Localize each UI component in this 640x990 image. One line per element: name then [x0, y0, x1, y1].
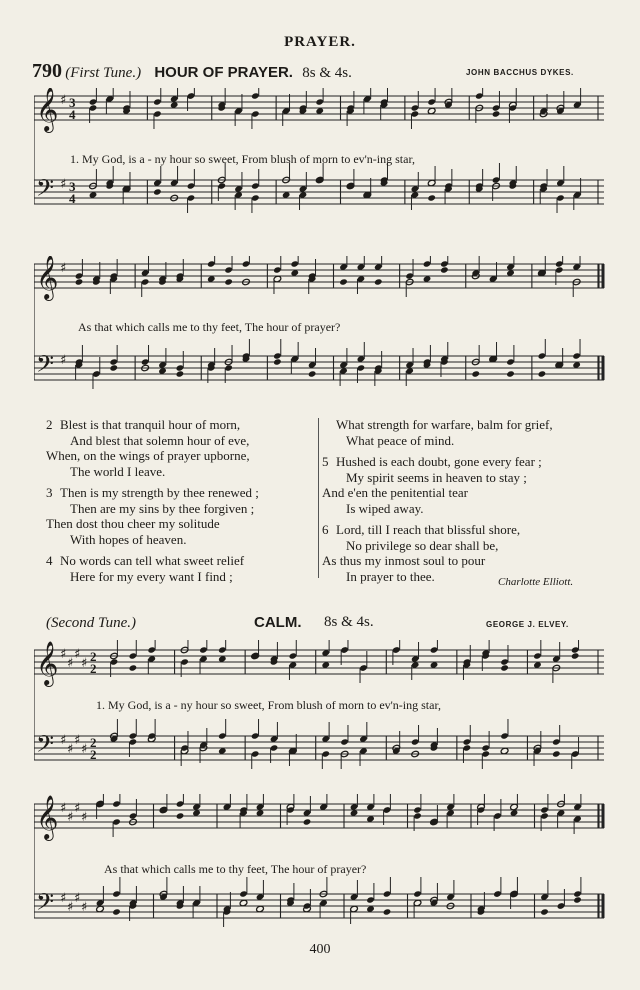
sharp-icon: ♯	[60, 93, 67, 108]
sharp-icon: ♯	[60, 177, 67, 192]
verse-line: 3 Then is my strength by thee renewed ;	[46, 485, 259, 500]
verse-number: 3	[46, 485, 53, 500]
verse-line: The world I leave.	[70, 463, 166, 479]
verses-right-column	[322, 417, 612, 590]
time-signature-bottom: 2	[90, 661, 97, 676]
verse-line: 2 Blest is that tranquil hour of morn,	[46, 417, 241, 432]
time-signature-bottom: 2	[90, 747, 97, 762]
treble-clef-icon: 𝄞	[36, 256, 59, 299]
tune1-heading	[32, 60, 612, 82]
tune1-composer: JOHN BACCHUS DYKES.	[466, 68, 574, 77]
tune2-lyric-line1: 1. My God, is a - ny hour so sweet, From blush of morn to ev'n-ing star,	[96, 698, 441, 712]
sharp-icon: ♯	[60, 733, 67, 748]
tune1-lyric-line2: As that which calls me to thy feet, The hour of prayer?	[78, 320, 341, 334]
bass-clef-icon: 𝄢	[36, 350, 55, 383]
note-icon	[75, 278, 84, 285]
verse-line: And blest that solemn hour of eve,	[70, 432, 250, 448]
sharp-icon: ♯	[60, 647, 67, 662]
note-icon	[506, 370, 515, 377]
verse-line: 5 Hushed is each doubt, gone every fear ;	[322, 454, 542, 469]
note-icon	[273, 358, 282, 365]
verse-line: Then dost thou cheer my solitude	[46, 516, 220, 531]
sharp-icon: ♯	[60, 801, 67, 816]
tune2-heading	[46, 614, 606, 636]
column-divider	[318, 418, 319, 578]
tune1-label: (First Tune.)	[65, 65, 142, 81]
treble-clef-icon: 𝄞	[36, 641, 59, 685]
note-icon	[427, 194, 436, 201]
note-icon	[571, 652, 580, 659]
note-icon	[538, 370, 547, 377]
bass-clef-icon: 𝄢	[36, 174, 55, 207]
time-signature-top: 2	[90, 735, 97, 750]
verse-line: Here for my every want I find ;	[70, 568, 233, 584]
note-icon	[153, 188, 162, 195]
verse-line: Is wiped away.	[346, 500, 424, 516]
note-icon	[573, 896, 582, 903]
sharp-icon: ♯	[67, 810, 74, 825]
note-icon	[176, 812, 185, 819]
note-icon	[383, 908, 392, 915]
note-icon	[339, 278, 348, 285]
verse-block	[322, 454, 612, 516]
bass-clef-icon: 𝄢	[36, 730, 55, 763]
verse-line: And e'en the penitential tear	[322, 485, 469, 500]
verse-line: No privilege so dear shall be,	[346, 537, 499, 553]
tune2-lyric-line2: As that which calls me to thy feet, The hour of prayer?	[104, 862, 367, 876]
note-icon	[492, 110, 501, 117]
sharp-icon: ♯	[81, 656, 88, 671]
verse-block	[322, 522, 612, 584]
author-credit: Charlotte Elliott.	[498, 576, 574, 588]
sharp-icon: ♯	[74, 647, 81, 662]
verse-line: As thus my inmost soul to pour	[322, 553, 486, 568]
sharp-icon: ♯	[81, 900, 88, 915]
time-signature-top: 3	[69, 179, 76, 194]
verse-block	[46, 417, 316, 479]
sharp-icon: ♯	[67, 656, 74, 671]
verse-line: My spirit seems in heaven to stay ;	[346, 469, 527, 485]
verse-line: In prayer to thee.	[346, 568, 435, 584]
verse-block	[46, 485, 316, 547]
time-signature-top: 2	[90, 649, 97, 664]
tune1-lyric-line1: 1. My God, is a - ny hour so sweet, From blush of morn to ev'n-ing star,	[70, 152, 415, 166]
sharp-icon: ♯	[60, 261, 67, 276]
verse-line: Then are my sins by thee forgiven ;	[70, 500, 255, 516]
sharp-icon: ♯	[74, 891, 81, 906]
note-icon	[176, 370, 185, 377]
tune1-name: HOUR OF PRAYER.	[154, 64, 293, 81]
verse-line: With hopes of heaven.	[70, 531, 187, 547]
bass-clef-icon: 𝄢	[36, 888, 55, 921]
time-signature-bottom: 4	[69, 191, 76, 206]
sharp-icon: ♯	[74, 733, 81, 748]
sharp-icon: ♯	[67, 900, 74, 915]
note-icon	[308, 370, 317, 377]
treble-clef-icon: 𝄞	[36, 88, 59, 131]
verse-line: What strength for warfare, balm for grief,	[336, 417, 553, 432]
verse-number: 4	[46, 553, 53, 568]
note-icon	[440, 266, 449, 273]
verse-number: 5	[322, 454, 329, 469]
time-signature-top: 3	[69, 95, 76, 110]
verse-block	[46, 553, 316, 584]
sharp-icon: ♯	[67, 742, 74, 757]
sharp-icon: ♯	[81, 810, 88, 825]
note-icon	[552, 750, 561, 757]
note-icon	[374, 278, 383, 285]
section-title: PRAYER.	[284, 34, 356, 50]
note-icon	[224, 278, 233, 285]
verse-line: 6 Lord, till I reach that blissful shore,	[322, 522, 521, 537]
tune2-meter: 8s & 4s.	[324, 614, 374, 630]
sharp-icon: ♯	[74, 801, 81, 816]
verse-number: 2	[46, 417, 53, 432]
time-signature-bottom: 4	[69, 107, 76, 122]
verse-line: 4 No words can tell what sweet relief	[46, 553, 245, 568]
note-icon	[129, 664, 138, 671]
tune2-label: (Second Tune.)	[46, 615, 136, 631]
verse-block	[322, 417, 612, 448]
sharp-icon: ♯	[60, 891, 67, 906]
note-icon	[112, 908, 121, 915]
page-number: 400	[309, 942, 331, 957]
tune1-meter: 8s & 4s.	[302, 65, 352, 81]
note-icon	[109, 364, 118, 371]
sharp-icon: ♯	[81, 742, 88, 757]
note-icon	[471, 370, 480, 377]
sharp-icon: ♯	[60, 353, 67, 368]
verse-line: What peace of mind.	[346, 432, 455, 448]
tune2-name: CALM.	[254, 614, 302, 631]
note-icon	[303, 818, 312, 825]
verses-left-column	[46, 417, 316, 590]
verse-number: 6	[322, 522, 329, 537]
note-icon	[500, 664, 509, 671]
tune2-composer: GEORGE J. ELVEY.	[486, 620, 569, 629]
treble-clef-icon: 𝄞	[36, 795, 59, 839]
verse-line: When, on the wings of prayer upborne,	[46, 448, 250, 463]
hymn-number: 790	[32, 60, 62, 82]
note-icon	[540, 908, 549, 915]
